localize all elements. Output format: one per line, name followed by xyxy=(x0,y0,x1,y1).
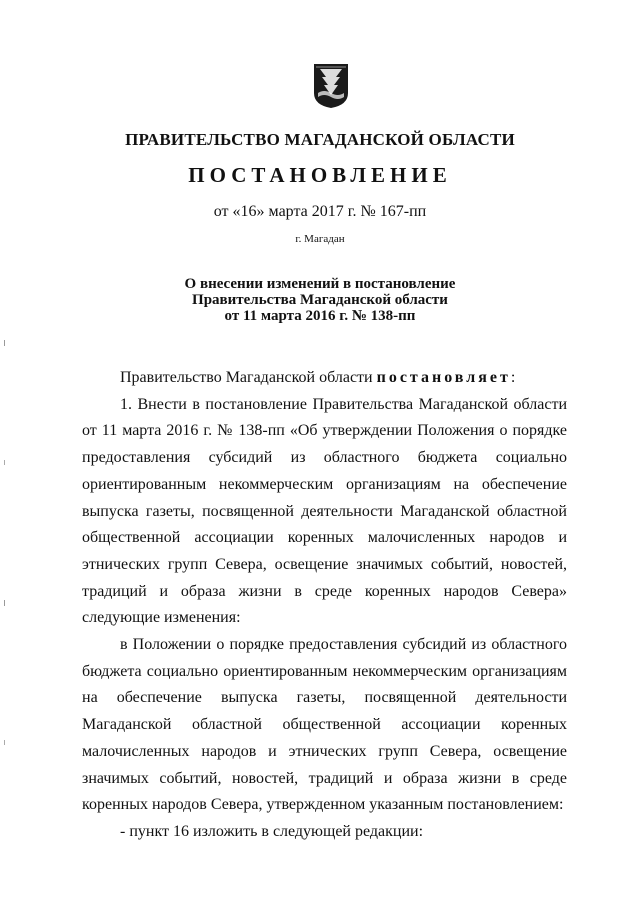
intro-keyword: постановляет xyxy=(376,369,511,386)
document-body xyxy=(82,365,567,846)
item-1-paragraph: 1. Внести в постановление Правительства Магаданской области от 11 марта 2016 г. № 138-пп «Об утверждении Положения о порядке предоставления субсидий из областного бюджета социально ориентированным некоммерческим организациям на обеспечение выпуска газеты, посвященной деятельности Магаданской областной общественной ассоциации коренных малочисленных народов и этнических групп Севера, освещение значимых событий, новостей, традиций и образа жизни в среде коренных народов Севера» следующие изменения: xyxy=(82,395,567,627)
intro-paragraph xyxy=(82,365,567,392)
intro-prefix: Правительство Магаданской области xyxy=(120,369,373,386)
intro-suffix: : xyxy=(510,369,516,386)
paragraph-3: - пункт 16 изложить в следующей редакции: xyxy=(120,822,424,840)
magadan-coat-of-arms-icon xyxy=(312,63,350,109)
document-subject xyxy=(0,276,640,324)
scan-margin-marks xyxy=(4,340,6,820)
paragraph-2: в Положении о порядке предоставления субсидий из областного бюджета социально ориентированным некоммерческим организациям на обеспечение выпуска газеты, посвященной деятельности Магаданской областной общественной ассоциации коренных малочисленных народов и этнических групп Севера, освещение значимых событий, новостей, традиций и образа жизни в среде коренных народов Севера, утвержденном указанным постановлением: xyxy=(82,636,567,814)
subject-line-3: от 11 марта 2016 г. № 138-пп xyxy=(224,308,416,324)
document-type: ПОСТАНОВЛЕНИЕ xyxy=(188,163,452,187)
document-city: г. Магадан xyxy=(295,233,345,245)
government-title: ПРАВИТЕЛЬСТВО МАГАДАНСКОЙ ОБЛАСТИ xyxy=(125,130,515,149)
subject-line-1: О внесении изменений в постановление xyxy=(184,276,456,292)
document-date-number: от «16» марта 2017 г. № 167-пп xyxy=(213,203,427,220)
subject-line-2: Правительства Магаданской области xyxy=(192,292,448,308)
